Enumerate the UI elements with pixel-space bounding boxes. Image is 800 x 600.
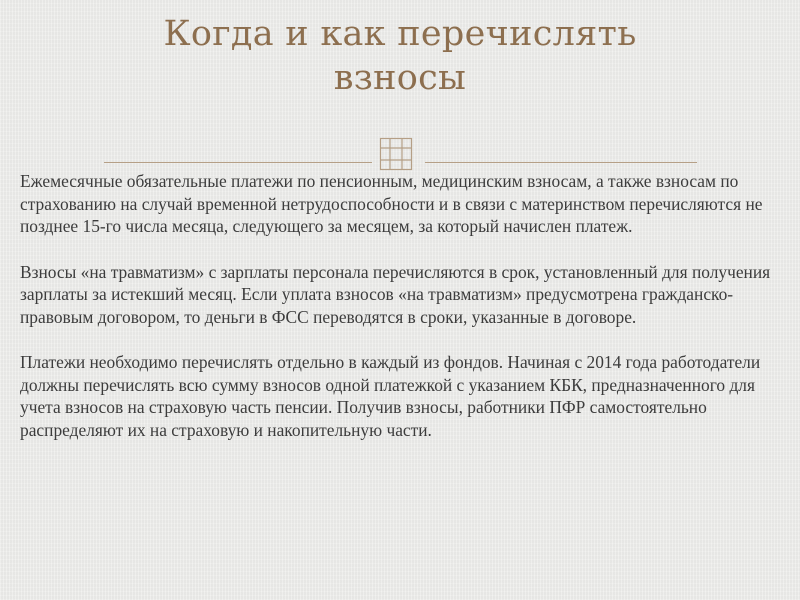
slide-title [90,12,710,100]
paragraph-payment-deadline: Ежемесячные обязательные платежи по пенсионным, медицинским взносам, а также взносам по страхованию на случай временной нетрудоспособности и в связи с материнством перечисляются не позднее 15-го числа месяца, следующего за месяцем, за который начислен платеж. [20,171,763,236]
paragraph-injury-contributions: Взносы «на травматизм» с зарплаты персонала перечисляются в срок, установленный для получения зарплаты за истекший месяц. Если уплата взносов «на травматизм» предусмотрена гражданско-правовым договором, то деньги в ФСС переводятся в сроки, указанные в договоре. [20,261,771,327]
paragraph-separate-payments: Платежи необходимо перечислять отдельно в каждый из фондов. Начиная с 2014 года работодатели должны перечислять всю сумму взносов одной платежкой с указанием КБК, предназначенного для учета взносов на страховую часть пенсии. Получив взносы, работники ПФР самостоятельно распределяют их на страховую и накопительную части. [20,352,761,440]
title-divider-right [425,162,697,163]
slide-title-line-1: Когда и как перечислять [163,14,637,54]
slide-body [20,170,788,464]
slide-title-line-2: взносы [333,58,467,98]
title-divider-left [104,162,372,163]
square-ornament-icon [372,136,420,174]
